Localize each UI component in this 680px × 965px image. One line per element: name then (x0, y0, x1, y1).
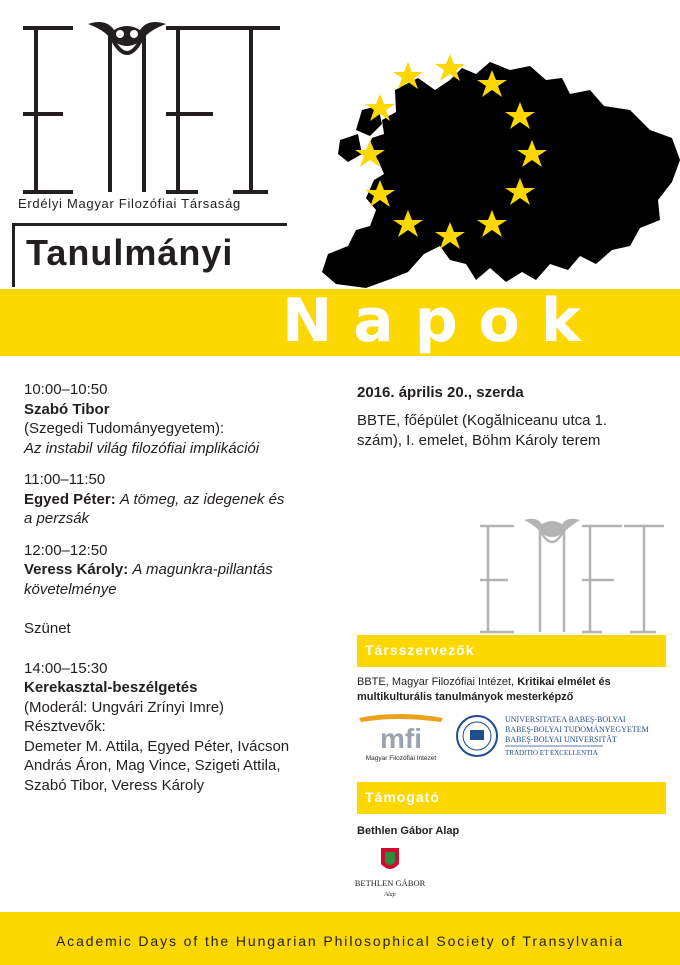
event-date: 2016. április 20., szerda (357, 384, 524, 401)
participants-line: Szabó Tibor, Veress Károly (24, 776, 205, 794)
page-subtitle: Napok (282, 286, 602, 356)
svg-text:BABEŞ-BOLYAI TUDOMÁNYEGYETEM: BABEŞ-BOLYAI TUDOMÁNYEGYETEM (505, 725, 649, 734)
logo-subtitle: Erdélyi Magyar Filozófiai Társaság (18, 196, 241, 211)
support-label: Támogató (365, 789, 440, 805)
coorganizers-bold: multikulturális tanulmányok mesterképző (357, 691, 574, 703)
session-time: 12:00–12:50 (24, 541, 108, 559)
event-venue: BBTE, főépület (Kogălniceanu utca 1. (357, 412, 608, 429)
session-time: 11:00–11:50 (24, 471, 106, 488)
svg-text:Alap: Alap (384, 892, 396, 898)
footer-text: Academic Days of the Hungarian Philosophical Society of Transylvania (55, 933, 625, 949)
roundtable-title: Kerekasztal-beszélgetés (24, 679, 198, 696)
bethlen-logo (355, 846, 425, 902)
session-title: A tömeg, az idegenek és (119, 490, 285, 508)
ubb-logo (455, 712, 655, 760)
moderator: (Moderál: Ungvári Zrínyi Imre) (24, 698, 225, 716)
coorganizers-bold: Kritikai elmélet és (517, 676, 611, 688)
svg-text:BABEŞ-BOLYAI UNIVERSITÄT: BABEŞ-BOLYAI UNIVERSITÄT (505, 735, 617, 744)
owl-icon (524, 519, 580, 537)
coorganizers-text (357, 675, 657, 705)
mfi-logo (357, 712, 447, 764)
session-title-cont: követelménye (24, 580, 117, 598)
event-info (357, 383, 657, 451)
participants-line: András Áron, Mag Vince, Szigeti Attila, (24, 757, 281, 774)
session-title-cont: a perzsák (24, 510, 90, 527)
svg-text:BETHLEN GÁBOR: BETHLEN GÁBOR (355, 878, 425, 888)
event-venue: szám), I. emelet, Böhm Károly terem (357, 432, 601, 449)
svg-text:TRADITIO ET EXCELLENTIA: TRADITIO ET EXCELLENTIA (505, 749, 598, 757)
svg-text:Magyar Filozófiai Intézet: Magyar Filozófiai Intézet (365, 755, 437, 762)
break-label: Szünet (24, 620, 71, 637)
session-speaker: Egyed Péter: (24, 490, 116, 508)
session-speaker: Szabó Tibor (24, 400, 110, 418)
participants-line: Demeter M. Attila, Egyed Péter, Ivácson (24, 737, 290, 755)
owl-icon (88, 22, 166, 46)
support-header (357, 782, 666, 814)
session-time: 14:00–15:30 (24, 659, 108, 677)
program-list (24, 380, 339, 795)
coorganizers-plain: BBTE, Magyar Filozófiai Intézet, (357, 676, 515, 688)
page-title: Tanulmányi (26, 232, 234, 273)
session-speaker: Veress Károly: (24, 561, 129, 578)
session-time: 10:00–10:50 (24, 381, 108, 398)
svg-text:UNIVERSITATEA BABEŞ-BOLYAI: UNIVERSITATEA BABEŞ-BOLYAI (505, 715, 626, 724)
coorganizers-label: Társszervezők (365, 642, 475, 658)
session-affiliation: (Szegedi Tudományegyetem): (24, 420, 225, 437)
emft-logo (18, 20, 286, 200)
coorganizers-header (357, 635, 666, 667)
europe-map (300, 50, 680, 290)
session-title: Az instabil világ filozófiai implikációi (24, 439, 260, 457)
svg-text:mfi: mfi (380, 723, 422, 754)
emft-logo-small (478, 518, 668, 638)
participants-label: Résztvevők: (24, 718, 106, 735)
session-title: A magunkra-pillantás (132, 561, 273, 578)
support-name: Bethlen Gábor Alap (357, 825, 460, 837)
